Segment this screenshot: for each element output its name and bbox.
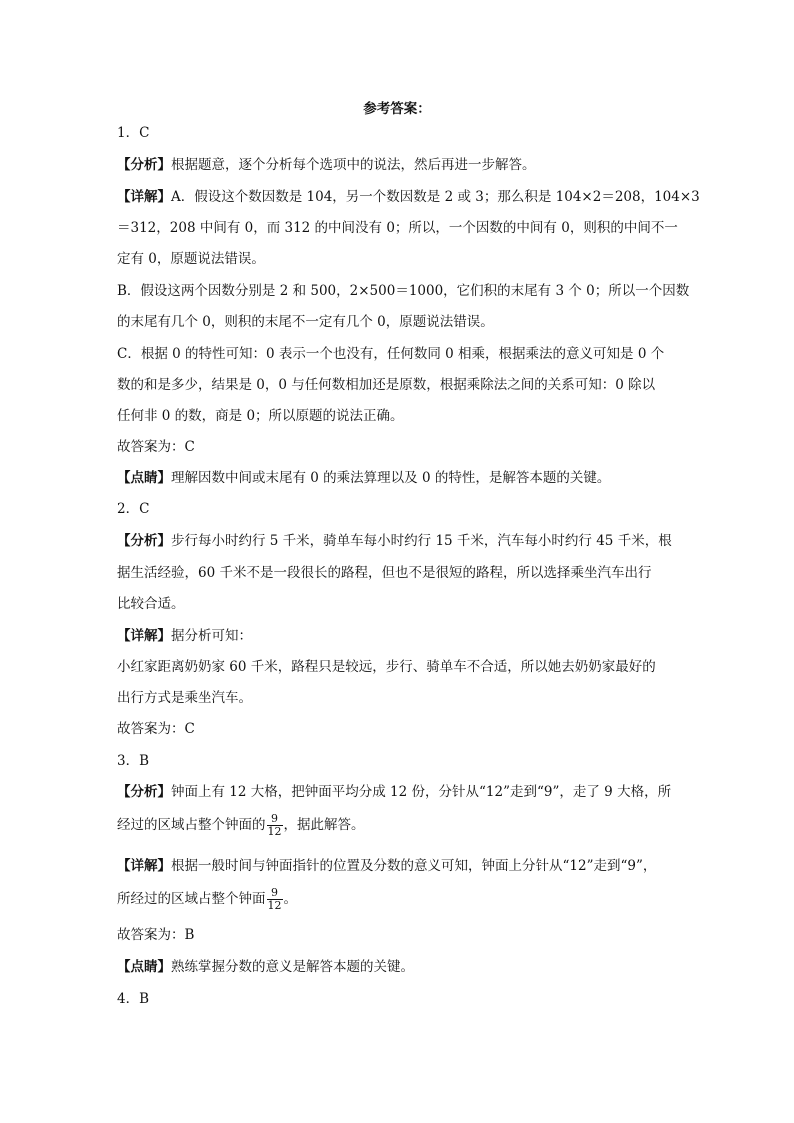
fraction-denominator: 12 [267,899,282,912]
key-point-label: 【点睛】 [117,959,171,975]
q3-key-point [117,957,697,977]
q3-analysis-line-2 [117,813,697,838]
fraction-nine-twelfths [267,813,283,838]
q1-key-point-text: 理解因数中间或末尾有 0 的乘法算理以及 0 的特性，是解答本题的关键。 [171,470,611,486]
q2-analysis [117,531,697,551]
q1-option-b-line-1: B．假设这两个因数分别是 2 和 500，2×500＝1000，它们积的末尾有 3 个 0；所以一个因数 [117,283,690,299]
q1-option-c-line-2: 数的和是多少，结果是 0，0 与任何数相加还是原数，根据乘除法之间的关系可知：0 除以 [117,377,656,393]
q1-detail-line-2: ＝312，208 中间有 0，而 312 的中间没有 0；所以，一个因数的中间有 0，则积的中间不一 [117,220,678,236]
detail-label: 【详解】 [117,858,171,874]
q3-analysis-text-a: 经过的区域占整个钟面的 [117,817,266,833]
q1-option-c-line-3: 任何非 0 的数，商是 0；所以原题的说法正确。 [117,408,404,424]
q3-analysis-text-b: ，据此解答。 [283,817,365,833]
q3-key-point-text: 熟练掌握分数的意义是解答本题的关键。 [171,959,414,975]
analysis-label: 【分析】 [117,533,171,549]
fraction-denominator: 12 [267,825,282,838]
detail-label: 【详解】 [117,189,171,205]
q1-answer: 故答案为：C [117,439,195,455]
page-title: 参考答案： [363,101,431,117]
q1-key-point [117,468,697,488]
q2-analysis-line-3: 比较合适。 [117,596,185,612]
q1-detail-text: A．假设这个数因数是 104，另一个数因数是 2 或 3；那么积是 104×2＝208，104×3 [171,189,700,205]
q1-option-b-line-2: 的末尾有几个 0，则积的末尾不一定有几个 0，原题说法错误。 [117,314,494,330]
q3-detail-line-2 [117,887,697,912]
q3-number: 3．B [117,753,150,769]
q2-detail-text: 据分析可知： [171,628,252,644]
q3-detail-text: 根据一般时间与钟面指针的位置及分数的意义可知，钟面上分针从“12”走到“9”， [171,858,657,874]
fraction-numerator: 9 [271,886,278,899]
q3-detail [117,856,697,876]
q3-detail-text-a: 所经过的区域占整个钟面 [117,891,266,907]
q3-analysis [117,782,697,802]
q1-analysis-text: 根据题意，逐个分析每个选项中的说法，然后再进一步解答。 [171,157,536,173]
analysis-label: 【分析】 [117,784,171,800]
q3-detail-text-b: 。 [283,891,297,907]
q1-option-c-line-1: C．根据 0 的特性可知：0 表示一个也没有，任何数同 0 相乘，根据乘法的意义可知是 0 个 [117,346,665,362]
q2-body-line-2: 出行方式是乘坐汽车。 [117,690,252,706]
q3-answer: 故答案为：B [117,927,195,943]
key-point-label: 【点睛】 [117,470,171,486]
q1-analysis [117,155,697,175]
q2-number: 2．C [117,501,150,517]
q3-analysis-text: 钟面上有 12 大格，把钟面平均分成 12 份，分针从“12”走到“9”，走了 9 大格，所 [171,784,672,800]
fraction-nine-twelfths [267,887,283,912]
q2-detail [117,626,697,646]
q2-body-line-1: 小红家距离奶奶家 60 千米，路程只是较远，步行、骑单车不合适，所以她去奶奶家最好的 [117,659,656,675]
q4-number: 4．B [117,991,150,1007]
q2-analysis-line-2: 据生活经验，60 千米不是一段很长的路程，但也不是很短的路程，所以选择乘坐汽车出行 [117,565,652,581]
q1-detail-line-3: 定有 0，原题说法错误。 [117,251,265,267]
analysis-label: 【分析】 [117,157,171,173]
q2-answer: 故答案为：C [117,721,195,737]
fraction-numerator: 9 [271,812,278,825]
q2-analysis-text: 步行每小时约行 5 千米，骑单车每小时约行 15 千米，汽车每小时约行 45 千米，根 [171,533,672,549]
q1-number: 1．C [117,125,150,141]
detail-label: 【详解】 [117,628,171,644]
q1-detail [117,187,700,207]
